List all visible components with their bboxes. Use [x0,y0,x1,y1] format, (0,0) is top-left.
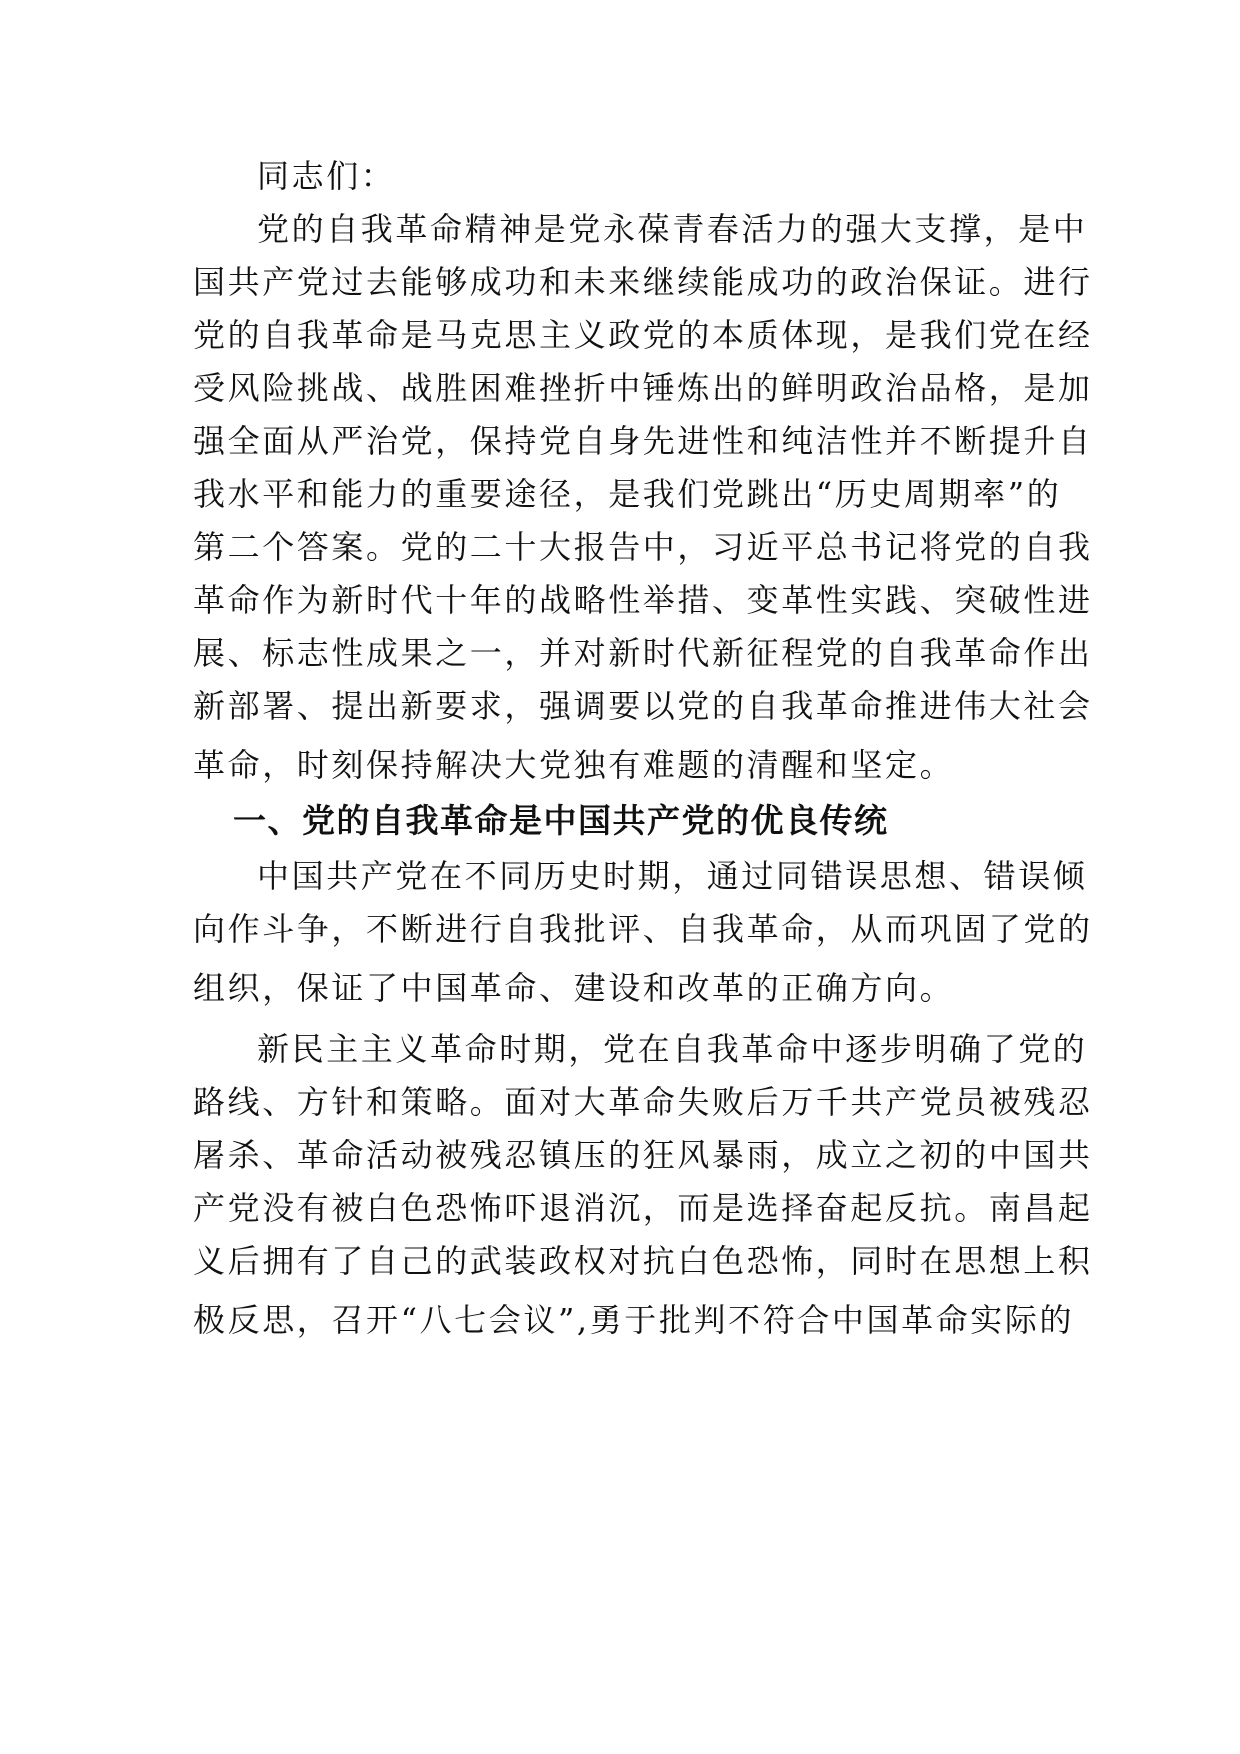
paragraph-1-line: 国共产党过去能够成功和未来继续能成功的政治保证。进行 [193,263,1093,301]
paragraph-3-line: 屠杀、革命活动被残忍镇压的狂风暴雨，成立之初的中国共 [193,1136,1093,1174]
paragraph-1-line: 革命，时刻保持解决大党独有难题的清醒和坚定。 [193,746,955,784]
paragraph-1-line: 我水平和能力的重要途径，是我们党跳出“历史周期率”的 [193,475,1062,513]
paragraph-1-line: 第二个答案。党的二十大报告中，习近平总书记将党的自我 [193,528,1093,566]
paragraph-1-line: 强全面从严治党，保持党自身先进性和纯洁性并不断提升自 [193,422,1093,460]
paragraph-2-line: 组织，保证了中国革命、建设和改革的正确方向。 [193,969,955,1007]
paragraph-3-line: 极反思，召开“八七会议”,勇于批判不符合中国革命实际的 [193,1301,1075,1339]
paragraph-1-line: 党的自我革命是马克思主义政党的本质体现，是我们党在经 [193,316,1093,354]
paragraph-1-line: 受风险挑战、战胜困难挫折中锤炼出的鲜明政治品格，是加 [193,369,1093,407]
paragraph-1-line: 党的自我革命精神是党永葆青春活力的强大支撑，是中 [257,210,1088,248]
section-heading: 一、党的自我革命是中国共产党的优良传统 [233,801,889,840]
paragraph-1-line: 革命作为新时代十年的战略性举措、变革性实践、突破性进 [193,581,1093,619]
paragraph-2-line: 向作斗争，不断进行自我批评、自我革命，从而巩固了党的 [193,910,1093,948]
paragraph-3-line: 路线、方针和策略。面对大革命失败后万千共产党员被残忍 [193,1083,1093,1121]
paragraph-1-line: 展、标志性成果之一，并对新时代新征程党的自我革命作出 [193,634,1093,672]
paragraph-3-line: 产党没有被白色恐怖吓退消沉，而是选择奋起反抗。南昌起 [193,1189,1093,1227]
paragraph-2-line: 中国共产党在不同历史时期，通过同错误思想、错误倾 [257,857,1088,895]
paragraph-1-line: 新部署、提出新要求，强调要以党的自我革命推进伟大社会 [193,687,1093,725]
paragraph-3-line: 新民主主义革命时期，党在自我革命中逐步明确了党的 [257,1030,1088,1068]
salutation: 同志们： [257,157,396,195]
paragraph-3-line: 义后拥有了自己的武装政权对抗白色恐怖，同时在思想上积 [193,1242,1093,1280]
